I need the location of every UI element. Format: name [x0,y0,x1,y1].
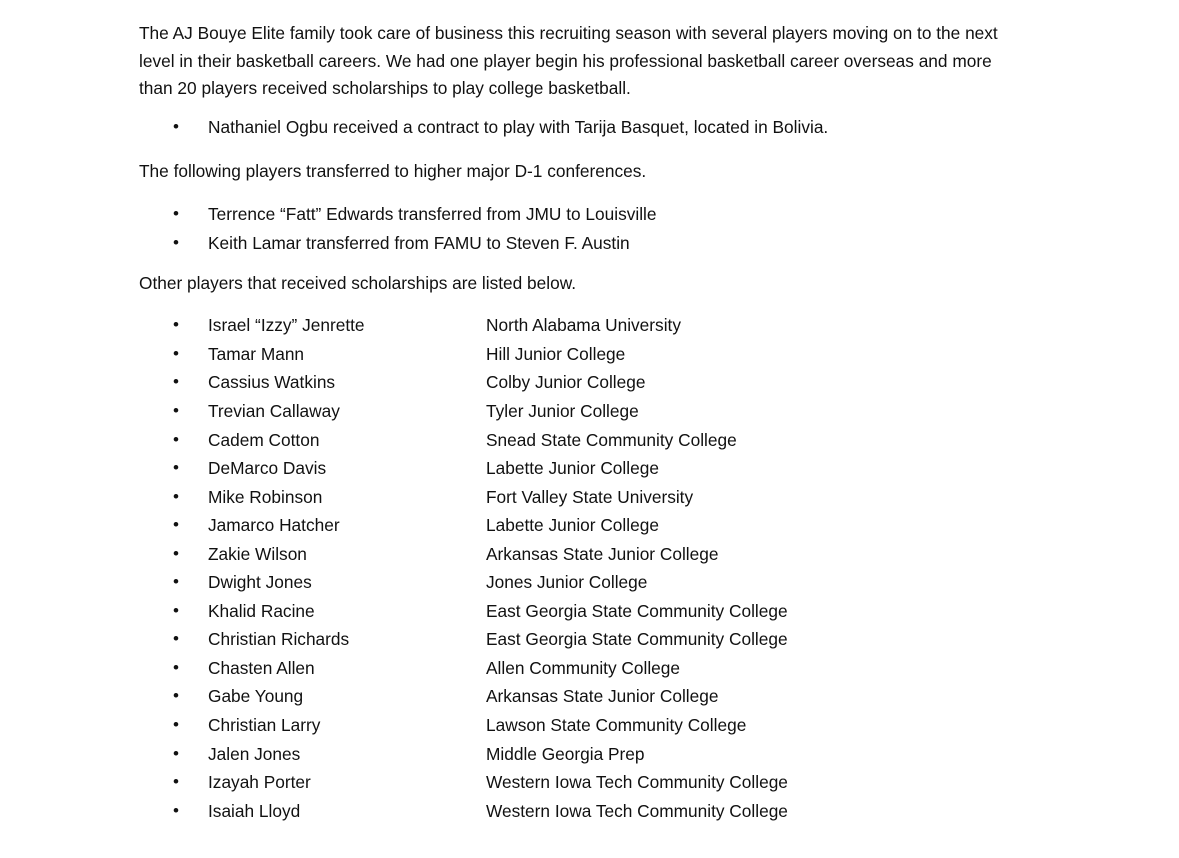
table-row [139,654,1029,683]
table-row [139,311,1029,340]
table-row [139,483,1029,512]
table-row [139,711,1029,740]
bullet-icon: • [173,232,179,252]
player-school: Fort Valley State University [486,486,694,507]
bullet-icon: • [173,458,179,478]
player-name: Izayah Porter [208,772,311,793]
transfers-heading: The following players transferred to higher major D-1 conferences. [139,160,647,181]
table-row [139,540,1029,569]
player-school: East Georgia State Community College [486,629,788,650]
transfer-item-text: Keith Lamar transferred from FAMU to Steven F. Austin [208,232,630,253]
player-school: Western Iowa Tech Community College [486,772,788,793]
player-name: Cassius Watkins [208,372,336,393]
bullet-icon: • [173,543,179,563]
bullet-icon: • [173,600,179,620]
player-school: North Alabama University [486,315,681,336]
player-school: Middle Georgia Prep [486,743,645,764]
player-school: Arkansas State Junior College [486,686,719,707]
player-school: Allen Community College [486,657,681,678]
table-row [139,426,1029,455]
table-row [139,454,1029,483]
table-row [139,682,1029,711]
player-school: East Georgia State Community College [486,600,788,621]
table-row [139,740,1029,769]
professional-list [139,113,1029,142]
player-name: Zakie Wilson [208,543,307,564]
bullet-icon: • [173,629,179,649]
transfers-list [139,200,1029,258]
player-name: Gabe Young [208,686,304,707]
bullet-icon: • [173,429,179,449]
table-row [139,768,1029,797]
player-school: Jones Junior College [486,572,648,593]
player-name: Jalen Jones [208,743,301,764]
player-name: DeMarco Davis [208,458,327,479]
list-item [139,229,1029,258]
player-name: Isaiah Lloyd [208,800,301,821]
table-row [139,397,1029,426]
player-name: Chasten Allen [208,657,315,678]
bullet-icon: • [173,715,179,735]
intro-paragraph: The AJ Bouye Elite family took care of business this recruiting season with several players moving on to the next level in their basketball careers. We had one player begin his professional basketball career overseas and more than 20 players received scholarships to play college basketball. [139,23,998,99]
player-school: Arkansas State Junior College [486,543,719,564]
professional-item-text: Nathaniel Ogbu received a contract to play with Tarija Basquet, located in Bolivia. [208,116,829,137]
player-name: Trevian Callaway [208,401,340,421]
list-item [139,200,1029,229]
player-name: Mike Robinson [208,486,323,507]
table-row [139,797,1029,826]
table-row [139,597,1029,626]
player-name: Tamar Mann [208,343,305,364]
player-name: Cadem Cotton [208,429,320,450]
player-school: Labette Junior College [486,458,659,479]
bullet-icon: • [173,401,179,420]
list-item [139,113,1029,142]
player-school: Hill Junior College [486,343,626,364]
player-name: Jamarco Hatcher [208,515,340,536]
table-row [139,340,1029,369]
bullet-icon: • [173,657,179,677]
bullet-icon: • [173,572,179,592]
player-school: Western Iowa Tech Community College [486,800,788,821]
scholarships-heading: Other players that received scholarships are listed below. [139,272,577,293]
player-name: Christian Larry [208,715,321,736]
table-row [139,511,1029,540]
bullet-icon: • [173,486,179,506]
player-name: Christian Richards [208,629,350,650]
bullet-icon: • [173,743,179,763]
bullet-icon: • [173,515,179,535]
bullet-icon: • [173,315,179,335]
bullet-icon: • [173,204,179,224]
table-row [139,568,1029,597]
bullet-icon: • [173,343,179,363]
transfer-item-text: Terrence “Fatt” Edwards transferred from JMU to Louisville [208,204,657,225]
player-school: Colby Junior College [486,372,646,393]
bullet-icon: • [173,686,179,706]
player-name: Israel “Izzy” Jenrette [208,315,365,336]
document-page [139,20,1029,825]
players-list [139,311,1029,825]
player-name: Khalid Racine [208,600,315,621]
bullet-icon: • [173,116,179,136]
table-row [139,625,1029,654]
bullet-icon: • [173,800,179,820]
bullet-icon: • [173,372,179,392]
player-school: Labette Junior College [486,515,659,536]
bullet-icon: • [173,772,179,792]
player-school: Lawson State Community College [486,715,747,736]
table-row [139,368,1029,397]
player-school: Snead State Community College [486,429,737,450]
player-name: Dwight Jones [208,572,312,593]
player-school: Tyler Junior College [486,401,639,421]
